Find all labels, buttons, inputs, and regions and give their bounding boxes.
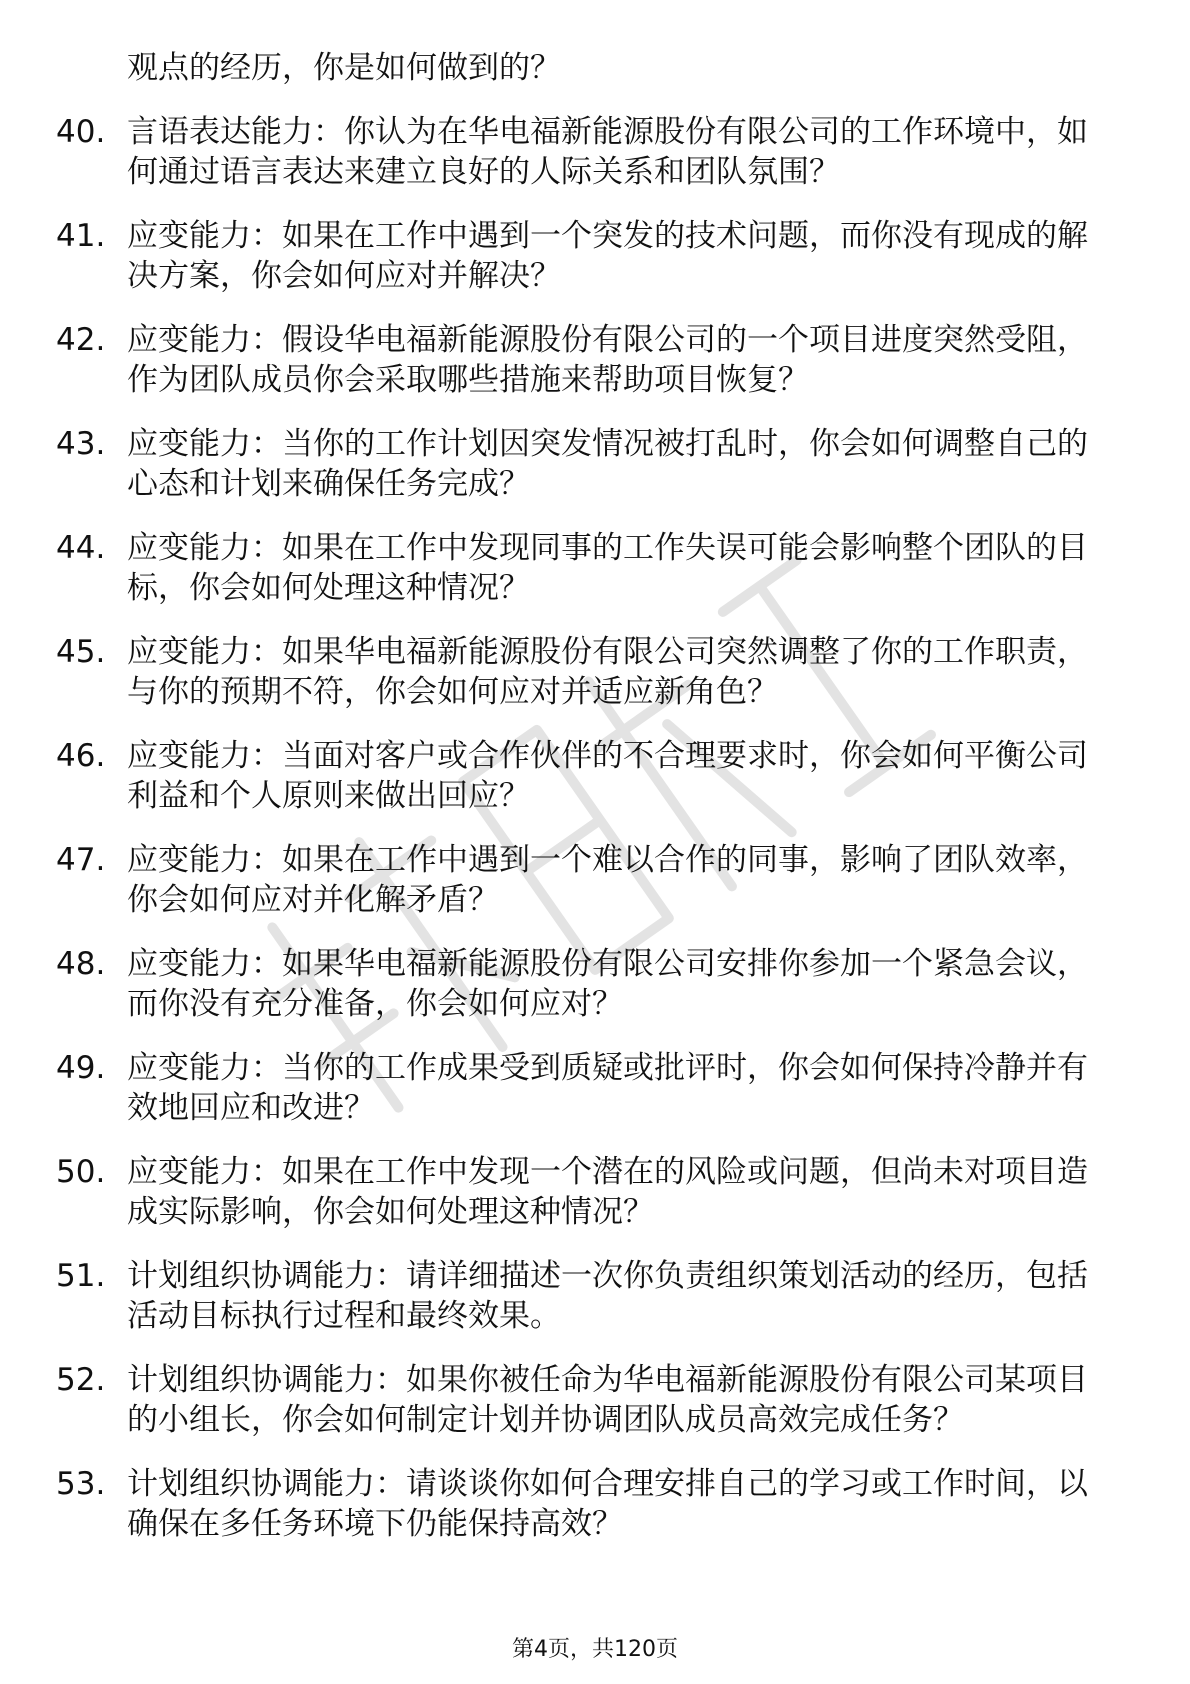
question-number: 50. (56, 1154, 106, 1190)
question-number: 53. (56, 1466, 106, 1502)
question-number: 45. (56, 634, 106, 670)
list-item (56, 216, 1116, 296)
list-item (56, 320, 1116, 400)
question-text: 应变能力：如果在工作中发现一个潜在的风险或问题，但尚未对项目造成实际影响，你会如何处理这种情况？ (127, 1154, 1088, 1230)
question-text: 应变能力：当面对客户或合作伙伴的不合理要求时，你会如何平衡公司利益和个人原则来做出回应？ (127, 738, 1088, 814)
question-number: 48. (56, 946, 106, 982)
list-item (56, 528, 1116, 608)
list-item (56, 1048, 1116, 1128)
question-text: 计划组织协调能力：请详细描述一次你负责组织策划活动的经历，包括活动目标执行过程和最终效果。 (127, 1258, 1088, 1334)
question-list (56, 112, 1116, 1544)
question-text: 应变能力：如果华电福新能源股份有限公司安排你参加一个紧急会议，而你没有充分准备，你会如何应对？ (127, 946, 1088, 1022)
continued-question-text: 观点的经历，你是如何做到的？ (127, 50, 561, 86)
question-number: 40. (56, 114, 106, 150)
question-number: 51. (56, 1258, 106, 1294)
question-text: 计划组织协调能力：如果你被任命为华电福新能源股份有限公司某项目的小组长，你会如何制定计划并协调团队成员高效完成任务？ (127, 1362, 1088, 1438)
question-number: 43. (56, 426, 106, 462)
question-content (56, 48, 1116, 1568)
question-number: 42. (56, 322, 106, 358)
question-text: 应变能力：如果华电福新能源股份有限公司突然调整了你的工作职责，与你的预期不符，你会如何应对并适应新角色？ (127, 634, 1088, 710)
list-item (56, 944, 1116, 1024)
list-item (56, 112, 1116, 192)
question-number: 52. (56, 1362, 106, 1398)
question-text: 应变能力：如果在工作中发现同事的工作失误可能会影响整个团队的目标，你会如何处理这种情况？ (127, 530, 1088, 606)
question-text: 应变能力：当你的工作计划因突发情况被打乱时，你会如何调整自己的心态和计划来确保任务完成？ (127, 426, 1088, 502)
question-text: 应变能力：如果在工作中遇到一个难以合作的同事，影响了团队效率，你会如何应对并化解矛盾？ (127, 842, 1088, 918)
question-number: 41. (56, 218, 106, 254)
list-item (56, 1152, 1116, 1232)
list-item (56, 1464, 1116, 1544)
question-text: 应变能力：当你的工作成果受到质疑或批评时，你会如何保持冷静并有效地回应和改进？ (127, 1050, 1088, 1126)
list-item (56, 736, 1116, 816)
list-item (56, 424, 1116, 504)
page-number-footer: 第4页，共120页 (512, 1637, 678, 1662)
list-item (56, 1360, 1116, 1440)
list-item (56, 840, 1116, 920)
question-number: 46. (56, 738, 106, 774)
question-number: 44. (56, 530, 106, 566)
question-text: 计划组织协调能力：请谈谈你如何合理安排自己的学习或工作时间，以确保在多任务环境下仍能保持高效？ (127, 1466, 1088, 1542)
question-text: 言语表达能力：你认为在华电福新能源股份有限公司的工作环境中，如何通过语言表达来建立良好的人际关系和团队氛围？ (127, 114, 1088, 190)
list-item (56, 632, 1116, 712)
question-number: 47. (56, 842, 106, 878)
question-text: 应变能力：假设华电福新能源股份有限公司的一个项目进度突然受阻，作为团队成员你会采取哪些措施来帮助项目恢复？ (127, 322, 1088, 398)
list-item (56, 1256, 1116, 1336)
question-text: 应变能力：如果在工作中遇到一个突发的技术问题，而你没有现成的解决方案，你会如何应对并解决？ (127, 218, 1088, 294)
question-number: 49. (56, 1050, 106, 1086)
